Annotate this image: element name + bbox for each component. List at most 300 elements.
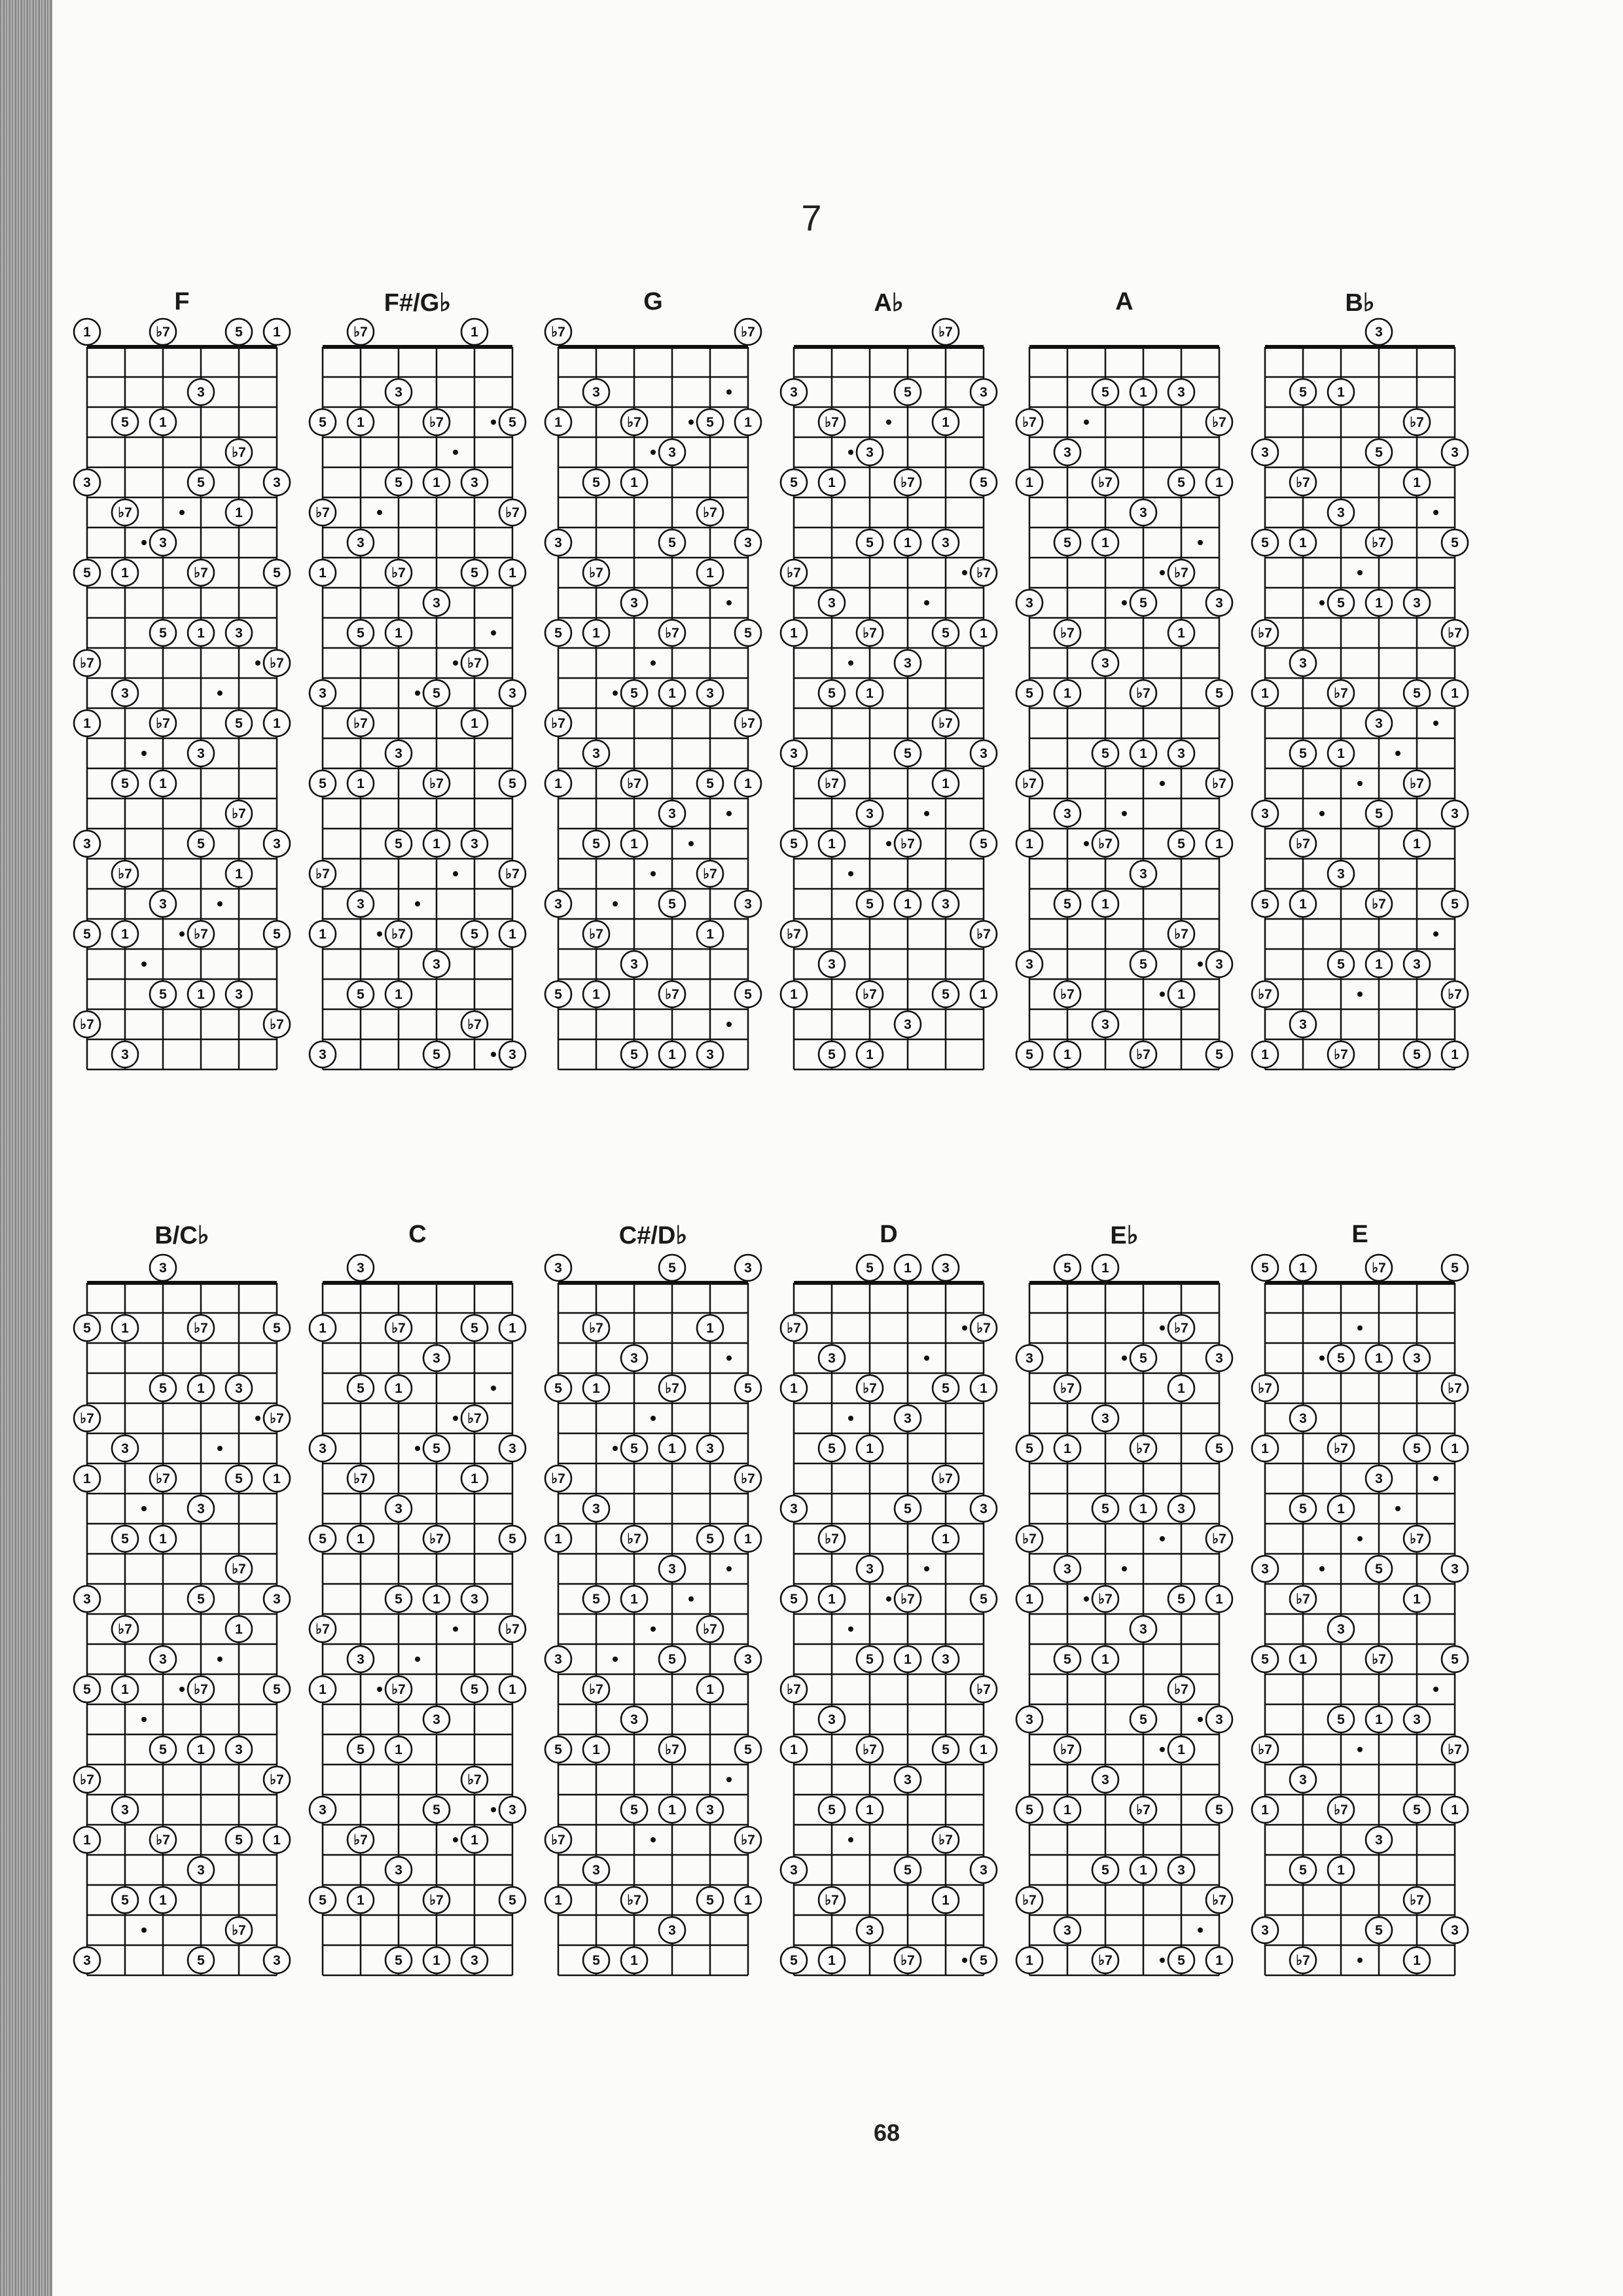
- note-label: 3: [1299, 1411, 1307, 1426]
- scale-note-marker: [895, 1646, 921, 1672]
- note-label: 1: [471, 1471, 478, 1486]
- scale-note-marker: [188, 981, 214, 1007]
- scale-note-marker: [1252, 1556, 1278, 1582]
- note-label: 1: [235, 867, 243, 882]
- note-label: ♭7: [1174, 1682, 1188, 1697]
- scale-note-marker: [1366, 1345, 1392, 1371]
- passing-dot: [726, 1777, 732, 1782]
- scale-note-marker: [1252, 1041, 1278, 1067]
- note-label: 3: [159, 897, 167, 912]
- scale-note-marker: [819, 409, 845, 435]
- note-label: 1: [1177, 626, 1185, 641]
- scale-note-marker: [621, 1435, 647, 1462]
- note-label: 1: [980, 1742, 988, 1757]
- scale-note-marker: [385, 560, 412, 586]
- note-label: 3: [554, 897, 562, 912]
- note-label: 1: [980, 626, 988, 641]
- note-label: 1: [828, 1953, 836, 1968]
- scale-note-marker: [1290, 1586, 1316, 1612]
- scale-note-marker: [1252, 1646, 1278, 1672]
- note-label: ♭7: [665, 1381, 679, 1396]
- note-label: 5: [790, 836, 798, 852]
- scale-note-marker: [499, 1315, 526, 1341]
- passing-dot: [1122, 1355, 1127, 1361]
- scale-note-marker: [659, 1375, 685, 1401]
- note-label: 1: [395, 1742, 402, 1757]
- scale-note-marker: [583, 1736, 609, 1763]
- note-label: 3: [1451, 445, 1459, 460]
- scale-note-marker: [545, 981, 571, 1007]
- scale-note-marker: [499, 1435, 526, 1462]
- passing-dot: [1433, 510, 1438, 515]
- scale-note-marker: [264, 1586, 290, 1612]
- note-label: ♭7: [901, 836, 915, 852]
- scale-note-marker: [1404, 1435, 1430, 1462]
- note-label: 1: [357, 776, 365, 791]
- note-label: 3: [942, 1652, 950, 1667]
- note-label: 1: [1215, 1592, 1223, 1607]
- note-label: ♭7: [976, 1682, 991, 1697]
- note-label: ♭7: [429, 1532, 444, 1547]
- scale-note-marker: [348, 620, 374, 646]
- scale-note-marker: [1442, 620, 1468, 646]
- note-label: ♭7: [1098, 475, 1113, 490]
- scale-note-marker: [583, 1857, 609, 1883]
- scale-note-marker: [74, 469, 100, 495]
- note-label: ♭7: [1022, 415, 1037, 430]
- scale-note-marker: [1206, 1586, 1232, 1612]
- note-label: 5: [630, 686, 638, 701]
- note-label: 1: [706, 1321, 714, 1336]
- note-label: 1: [273, 325, 281, 340]
- note-label: ♭7: [863, 1381, 877, 1396]
- note-label: 5: [1375, 445, 1383, 460]
- note-label: ♭7: [627, 776, 641, 791]
- scale-note-marker: [310, 1616, 336, 1642]
- scale-note-marker: [1328, 1345, 1354, 1371]
- scale-note-marker: [659, 1736, 685, 1763]
- note-label: ♭7: [270, 1772, 284, 1787]
- note-label: ♭7: [505, 505, 520, 520]
- passing-dot: [1319, 600, 1325, 605]
- scale-note-marker: [857, 981, 883, 1007]
- scale-note-marker: [1092, 469, 1118, 495]
- note-label: 3: [471, 1953, 478, 1968]
- scale-note-marker: [1290, 469, 1316, 495]
- passing-dot: [1198, 961, 1203, 967]
- note-label: 5: [395, 1953, 402, 1968]
- scale-note-marker: [1054, 1375, 1080, 1401]
- note-label: ♭7: [1296, 1953, 1310, 1968]
- note-label: 1: [790, 626, 798, 641]
- note-label: 1: [235, 1622, 243, 1637]
- scale-note-marker: [659, 800, 685, 827]
- scale-note-marker: [1252, 620, 1278, 646]
- note-label: 3: [630, 1712, 638, 1727]
- scale-note-marker: [933, 1887, 959, 1913]
- scale-note-marker: [933, 319, 959, 345]
- note-label: 1: [508, 1682, 516, 1697]
- note-label: 3: [1261, 1562, 1269, 1577]
- passing-dot: [924, 600, 929, 605]
- note-label: 3: [904, 1411, 912, 1426]
- note-label: 1: [1451, 1047, 1459, 1062]
- note-label: 5: [828, 1047, 836, 1062]
- scale-note-marker: [1016, 951, 1043, 977]
- note-label: ♭7: [156, 716, 170, 731]
- passing-dot: [1433, 931, 1438, 937]
- passing-dot: [453, 1416, 458, 1421]
- scale-note-marker: [735, 529, 761, 556]
- scale-note-marker: [819, 1887, 845, 1913]
- key-title: F: [174, 288, 190, 315]
- scale-note-marker: [1442, 1917, 1468, 1943]
- scale-note-marker: [188, 1736, 214, 1763]
- note-label: 3: [273, 1953, 281, 1968]
- scale-note-marker: [74, 1947, 100, 1973]
- note-label: 5: [1451, 1652, 1459, 1667]
- scale-note-marker: [188, 1315, 214, 1341]
- scale-note-marker: [1252, 1435, 1278, 1462]
- note-label: 3: [668, 1562, 676, 1577]
- scale-note-marker: [1016, 1797, 1043, 1823]
- note-label: 5: [630, 1803, 638, 1818]
- note-label: 3: [706, 1047, 714, 1062]
- note-label: 1: [1451, 686, 1459, 701]
- note-label: 3: [121, 686, 129, 701]
- note-label: 3: [942, 1261, 950, 1276]
- scale-note-marker: [545, 891, 571, 917]
- passing-dot: [688, 841, 694, 846]
- note-label: ♭7: [741, 1471, 755, 1486]
- note-label: 5: [471, 1321, 478, 1336]
- scale-note-marker: [226, 499, 252, 526]
- note-label: ♭7: [741, 325, 755, 340]
- note-label: 5: [1299, 746, 1307, 761]
- scale-note-marker: [1206, 1797, 1232, 1823]
- note-label: ♭7: [353, 1833, 368, 1848]
- scale-note-marker: [385, 981, 412, 1007]
- scale-note-marker: [545, 1887, 571, 1913]
- scale-note-marker: [1130, 861, 1156, 887]
- scale-note-marker: [112, 409, 138, 435]
- scale-note-marker: [188, 620, 214, 646]
- passing-dot: [886, 420, 891, 425]
- note-label: 3: [554, 535, 562, 550]
- scale-note-marker: [1016, 409, 1043, 435]
- scale-note-marker: [1206, 409, 1232, 435]
- note-label: 1: [1451, 1803, 1459, 1818]
- note-label: ♭7: [1060, 626, 1075, 641]
- scale-note-marker: [735, 1255, 761, 1281]
- note-label: 1: [1139, 1501, 1147, 1516]
- note-label: 5: [433, 1441, 440, 1456]
- scale-note-marker: [188, 1496, 214, 1522]
- note-label: 3: [1063, 1923, 1071, 1938]
- note-label: ♭7: [1212, 776, 1226, 791]
- note-label: 3: [159, 535, 167, 550]
- note-label: 1: [790, 987, 798, 1002]
- scale-note-marker: [971, 620, 997, 646]
- note-label: 3: [790, 1501, 798, 1516]
- note-label: 1: [1215, 1953, 1223, 1968]
- scale-note-marker: [226, 1465, 252, 1492]
- scale-note-marker: [1366, 1706, 1392, 1732]
- scale-note-marker: [659, 1646, 685, 1672]
- scale-note-marker: [423, 951, 450, 977]
- scale-note-marker: [545, 620, 571, 646]
- scale-note-marker: [971, 1375, 997, 1401]
- scale-note-marker: [697, 1435, 723, 1462]
- scale-note-marker: [1130, 951, 1156, 977]
- scale-note-marker: [461, 1011, 488, 1037]
- note-label: 5: [1413, 1047, 1421, 1062]
- scale-note-marker: [1016, 1586, 1043, 1612]
- passing-dot: [1357, 1325, 1363, 1331]
- note-label: 1: [357, 1532, 365, 1547]
- scale-note-marker: [226, 1917, 252, 1943]
- scale-note-marker: [74, 560, 100, 586]
- scale-note-marker: [1016, 1345, 1043, 1371]
- note-label: ♭7: [505, 1622, 520, 1637]
- note-label: ♭7: [787, 565, 801, 581]
- passing-dot: [1160, 992, 1165, 997]
- scale-note-marker: [226, 800, 252, 827]
- note-label: 1: [668, 1441, 676, 1456]
- note-label: 1: [866, 1803, 874, 1818]
- note-label: 1: [273, 716, 281, 731]
- scale-note-marker: [1206, 590, 1232, 616]
- note-label: 3: [1177, 1501, 1185, 1516]
- scale-note-marker: [735, 710, 761, 736]
- scale-note-marker: [1404, 469, 1430, 495]
- note-label: 1: [1063, 1803, 1071, 1818]
- passing-dot: [179, 931, 185, 937]
- scale-note-marker: [857, 529, 883, 556]
- note-label: 5: [433, 1047, 440, 1062]
- scale-note-marker: [1168, 469, 1194, 495]
- note-label: 1: [1413, 836, 1421, 852]
- scale-note-marker: [74, 319, 100, 345]
- note-label: ♭7: [1296, 475, 1310, 490]
- passing-dot: [962, 1325, 967, 1331]
- scale-note-marker: [1252, 680, 1278, 706]
- note-label: ♭7: [1334, 1047, 1348, 1062]
- scale-note-marker: [1252, 1797, 1278, 1823]
- note-label: ♭7: [1258, 1381, 1272, 1396]
- note-label: 1: [319, 565, 327, 581]
- note-label: 5: [980, 1592, 988, 1607]
- note-label: ♭7: [1174, 565, 1188, 581]
- scale-note-marker: [1092, 1011, 1118, 1037]
- scale-note-marker: [1054, 1736, 1080, 1763]
- scale-note-marker: [310, 770, 336, 797]
- scale-note-marker: [264, 560, 290, 586]
- note-label: 5: [904, 385, 912, 400]
- passing-dot: [726, 1566, 732, 1571]
- passing-dot: [141, 1928, 147, 1933]
- scale-note-marker: [385, 1375, 412, 1401]
- scale-note-marker: [583, 379, 609, 405]
- note-label: 5: [508, 776, 516, 791]
- passing-dot: [651, 1416, 656, 1421]
- scale-note-marker: [781, 1947, 807, 1973]
- scale-note-marker: [735, 1827, 761, 1853]
- scale-note-marker: [264, 650, 290, 676]
- scale-note-marker: [226, 1827, 252, 1853]
- passing-dot: [377, 1687, 382, 1692]
- scale-note-marker: [74, 921, 100, 947]
- scale-note-marker: [461, 1947, 488, 1973]
- scale-note-marker: [1206, 1526, 1232, 1552]
- note-label: 3: [273, 475, 281, 490]
- passing-dot: [179, 510, 185, 515]
- note-label: 5: [1261, 1261, 1269, 1276]
- note-label: 5: [1177, 475, 1185, 490]
- note-label: 1: [630, 1592, 638, 1607]
- scale-note-marker: [933, 1526, 959, 1552]
- note-label: ♭7: [1098, 1592, 1113, 1607]
- note-label: 5: [319, 1532, 327, 1547]
- key-title: F#/G♭: [383, 289, 452, 317]
- note-label: 3: [471, 475, 478, 490]
- scale-note-marker: [971, 560, 997, 586]
- scale-note-marker: [1328, 1797, 1354, 1823]
- note-label: 1: [744, 776, 752, 791]
- note-label: 3: [273, 1592, 281, 1607]
- note-label: 1: [273, 1833, 281, 1848]
- scale-note-marker: [112, 921, 138, 947]
- note-label: ♭7: [825, 1893, 839, 1908]
- scale-note-marker: [1328, 590, 1354, 616]
- note-label: 5: [1026, 1441, 1033, 1456]
- passing-dot: [848, 871, 853, 876]
- scale-note-marker: [583, 1496, 609, 1522]
- note-label: ♭7: [1296, 836, 1310, 852]
- scale-note-marker: [895, 740, 921, 766]
- note-label: ♭7: [1098, 836, 1113, 852]
- scale-note-marker: [697, 680, 723, 706]
- note-label: 3: [592, 385, 600, 400]
- scale-note-marker: [1328, 379, 1354, 405]
- note-label: 5: [83, 927, 91, 942]
- scale-note-marker: [697, 409, 723, 435]
- note-label: ♭7: [467, 1017, 482, 1032]
- note-label: 1: [508, 1321, 516, 1336]
- note-label: 5: [1177, 836, 1185, 852]
- note-label: 3: [904, 656, 912, 671]
- note-label: ♭7: [703, 505, 717, 520]
- note-label: 3: [1299, 1017, 1307, 1032]
- scale-note-marker: [895, 1011, 921, 1037]
- note-label: 5: [828, 1803, 836, 1818]
- passing-dot: [141, 1506, 147, 1511]
- passing-dot: [1198, 1928, 1203, 1933]
- scale-note-marker: [583, 469, 609, 495]
- note-label: 5: [1063, 1652, 1071, 1667]
- passing-dot: [886, 841, 891, 846]
- note-label: 1: [433, 475, 440, 490]
- scale-note-marker: [659, 680, 685, 706]
- note-label: 3: [744, 1652, 752, 1667]
- scale-note-marker: [385, 1496, 412, 1522]
- scale-note-marker: [423, 1435, 450, 1462]
- scale-note-marker: [1168, 560, 1194, 586]
- scale-note-marker: [348, 1827, 374, 1853]
- scale-note-marker: [348, 770, 374, 797]
- note-label: 1: [395, 626, 402, 641]
- scale-note-marker: [1016, 1526, 1043, 1552]
- note-label: 3: [197, 1863, 205, 1878]
- scale-note-marker: [1366, 891, 1392, 917]
- note-label: ♭7: [232, 1923, 246, 1938]
- note-label: 1: [471, 1833, 478, 1848]
- scale-note-marker: [310, 1676, 336, 1702]
- note-label: 1: [554, 776, 562, 791]
- scale-note-marker: [112, 1616, 138, 1642]
- note-label: 5: [1375, 806, 1383, 821]
- scale-note-marker: [310, 1435, 336, 1462]
- note-label: ♭7: [825, 415, 839, 430]
- scale-note-marker: [112, 560, 138, 586]
- note-label: 5: [121, 1893, 129, 1908]
- note-label: ♭7: [1212, 1532, 1226, 1547]
- scale-note-marker: [423, 409, 450, 435]
- scale-note-marker: [150, 981, 176, 1007]
- note-label: 3: [1451, 806, 1459, 821]
- note-label: 3: [1261, 445, 1269, 460]
- scale-note-marker: [1092, 1857, 1118, 1883]
- note-label: ♭7: [551, 325, 565, 340]
- note-label: 5: [1063, 535, 1071, 550]
- note-label: ♭7: [741, 716, 755, 731]
- scale-note-marker: [1252, 1375, 1278, 1401]
- note-label: 3: [744, 897, 752, 912]
- note-label: 3: [1026, 1351, 1033, 1366]
- scale-note-marker: [1054, 1917, 1080, 1943]
- scale-note-marker: [461, 1405, 488, 1431]
- note-label: ♭7: [1410, 1893, 1424, 1908]
- scale-note-marker: [857, 1797, 883, 1823]
- scale-note-marker: [697, 1797, 723, 1823]
- passing-dot: [962, 1958, 967, 1963]
- passing-dot: [255, 1416, 260, 1421]
- scale-note-marker: [1404, 831, 1430, 857]
- scale-note-marker: [112, 1041, 138, 1067]
- note-label: 5: [1139, 1712, 1147, 1727]
- passing-dot: [1122, 1566, 1127, 1571]
- scale-note-marker: [385, 921, 412, 947]
- scale-note-marker: [1404, 1797, 1430, 1823]
- scale-note-marker: [423, 680, 450, 706]
- scale-note-marker: [1404, 1041, 1430, 1067]
- scale-note-marker: [226, 1375, 252, 1401]
- scale-note-marker: [1016, 1887, 1043, 1913]
- passing-dot: [1198, 1717, 1203, 1722]
- passing-dot: [688, 1596, 694, 1602]
- note-label: 3: [1375, 1833, 1383, 1848]
- scale-note-marker: [112, 1887, 138, 1913]
- scale-note-marker: [1442, 1797, 1468, 1823]
- note-label: 1: [1413, 475, 1421, 490]
- passing-dot: [453, 1626, 458, 1632]
- note-label: 1: [395, 987, 402, 1002]
- scale-note-marker: [1328, 1041, 1354, 1067]
- note-label: ♭7: [194, 927, 208, 942]
- note-label: 3: [357, 535, 365, 550]
- note-label: 3: [1101, 656, 1109, 671]
- scale-note-marker: [1290, 1947, 1316, 1973]
